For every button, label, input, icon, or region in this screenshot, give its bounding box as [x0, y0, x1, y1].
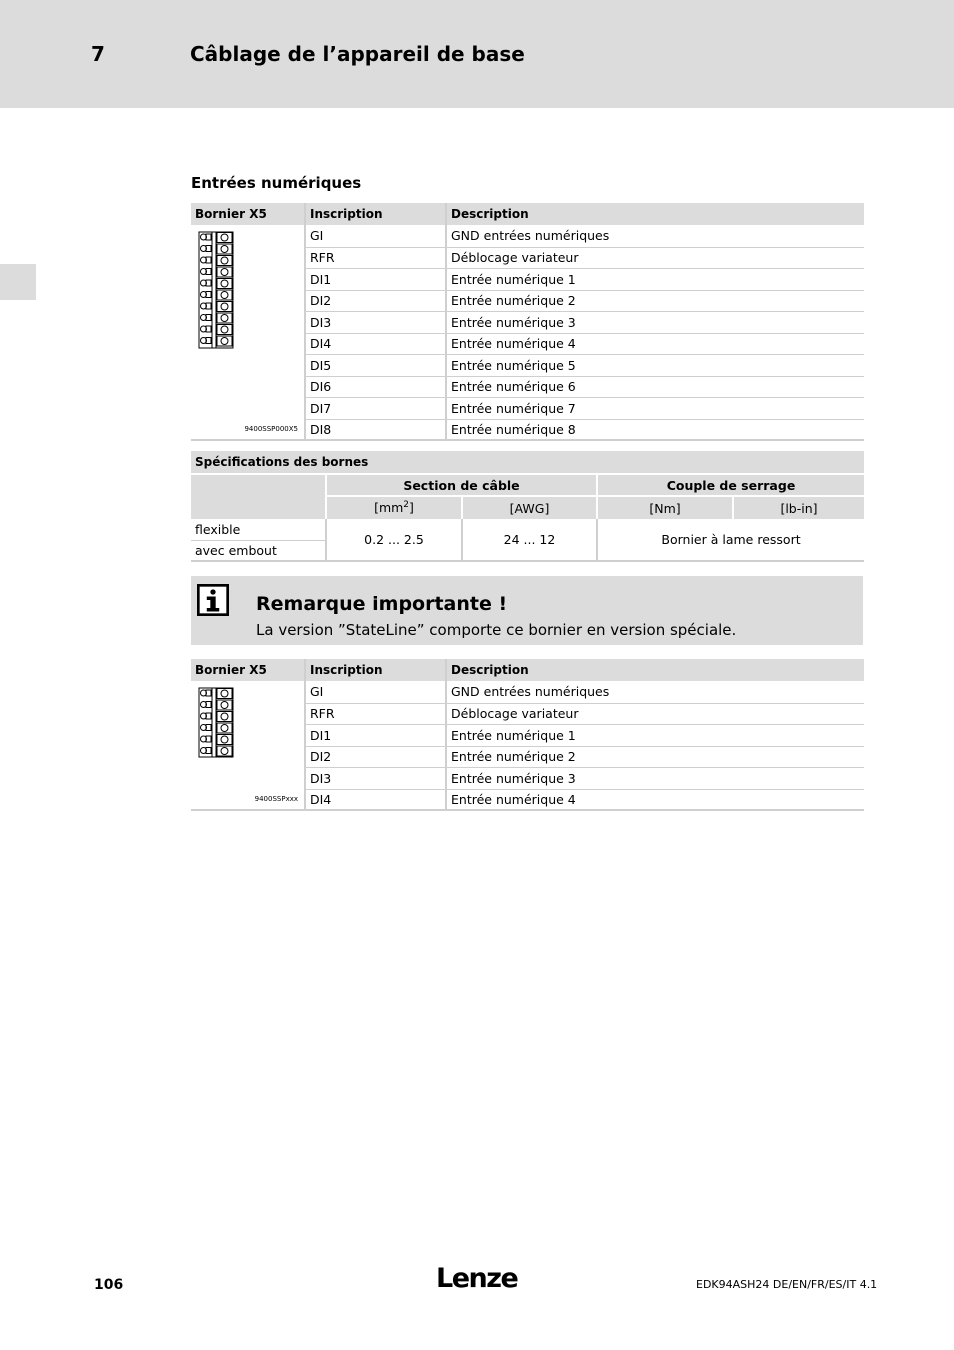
terminal-block-x5-image — [198, 231, 234, 351]
info-icon — [197, 584, 229, 616]
header-bornier: Bornier X5 — [191, 203, 305, 225]
value-torque: Bornier à lame ressort — [597, 519, 864, 561]
terminal-block-x5-image — [198, 687, 234, 759]
chapter-header — [0, 0, 954, 108]
cell-description: Déblocage variateur — [446, 247, 864, 268]
header-inscription: Inscription — [305, 659, 446, 681]
cell-description: Entrée numérique 4 — [446, 789, 864, 810]
page-number: 106 — [94, 1277, 124, 1293]
header-description: Description — [446, 203, 864, 225]
cell-description: Entrée numérique 4 — [446, 333, 864, 354]
header-bornier: Bornier X5 — [191, 659, 305, 681]
cell-description: Entrée numérique 5 — [446, 354, 864, 376]
cell-inscription: GI — [305, 681, 446, 703]
cell-description: Entrée numérique 3 — [446, 311, 864, 333]
note-text: La version ”StateLine” comporte ce bornier en version spéciale. — [256, 621, 737, 639]
cell-inscription: DI2 — [305, 290, 446, 311]
section-title: Entrées numériques — [191, 174, 362, 192]
cell-inscription: DI6 — [305, 376, 446, 397]
torque-header: Couple de serrage — [597, 474, 864, 496]
unit-lbin: [lb-in] — [733, 496, 864, 519]
cell-inscription: DI1 — [305, 268, 446, 290]
cell-description: GND entrées numériques — [446, 225, 864, 247]
cell-inscription: DI3 — [305, 311, 446, 333]
header-description: Description — [446, 659, 864, 681]
cell-description: GND entrées numériques — [446, 681, 864, 703]
cell-inscription: RFR — [305, 247, 446, 268]
chapter-number: 7 — [91, 42, 105, 66]
note-title: Remarque importante ! — [256, 593, 508, 615]
cell-inscription: GI — [305, 225, 446, 247]
cell-description: Entrée numérique 1 — [446, 268, 864, 290]
cell-description: Entrée numérique 6 — [446, 376, 864, 397]
cell-inscription: DI4 — [305, 789, 446, 810]
terminal-image-cell — [191, 225, 305, 440]
unit-mm2: $[mm^2]$ — [326, 496, 462, 519]
cell-description: Déblocage variateur — [446, 703, 864, 724]
cell-inscription: RFR — [305, 703, 446, 724]
cell-description: Entrée numérique 7 — [446, 397, 864, 419]
cell-inscription: DI8 — [305, 419, 446, 440]
cell-inscription: DI3 — [305, 767, 446, 789]
cell-description: Entrée numérique 2 — [446, 746, 864, 767]
terminal-image-cell — [191, 681, 305, 810]
cell-description: Entrée numérique 1 — [446, 724, 864, 746]
lenze-logo: Lenze — [436, 1263, 518, 1294]
chapter-title: Câblage de l’appareil de base — [190, 42, 525, 66]
image-code: 9400SSP000X5 — [244, 425, 298, 433]
value-awg: 24 ... 12 — [462, 519, 597, 561]
value-mm2: 0.2 ... 2.5 — [326, 519, 462, 561]
unit-nm: [Nm] — [597, 496, 733, 519]
row-flexible: flexible — [191, 519, 326, 540]
cell-inscription: DI4 — [305, 333, 446, 354]
row-embout: avec embout — [191, 540, 326, 561]
header-inscription: Inscription — [305, 203, 446, 225]
image-code: 9400SSPxxx — [254, 795, 298, 803]
cell-inscription: DI2 — [305, 746, 446, 767]
cell-inscription: DI5 — [305, 354, 446, 376]
document-reference: EDK94ASH24 DE/EN/FR/ES/IT 4.1 — [696, 1278, 878, 1291]
cell-description: Entrée numérique 8 — [446, 419, 864, 440]
terminal-table-x5-stateline — [191, 659, 864, 811]
cell-description: Entrée numérique 3 — [446, 767, 864, 789]
important-note — [191, 576, 863, 645]
cell-inscription: DI7 — [305, 397, 446, 419]
terminal-specs-table — [191, 451, 864, 562]
cell-inscription: DI1 — [305, 724, 446, 746]
section-header: Section de câble — [326, 474, 597, 496]
side-tab-marker — [0, 264, 36, 300]
specs-blank-header — [191, 474, 326, 519]
specs-title: Spécifications des bornes — [191, 451, 864, 474]
unit-awg: [AWG] — [462, 496, 597, 519]
terminal-table-x5 — [191, 203, 864, 441]
cell-description: Entrée numérique 2 — [446, 290, 864, 311]
